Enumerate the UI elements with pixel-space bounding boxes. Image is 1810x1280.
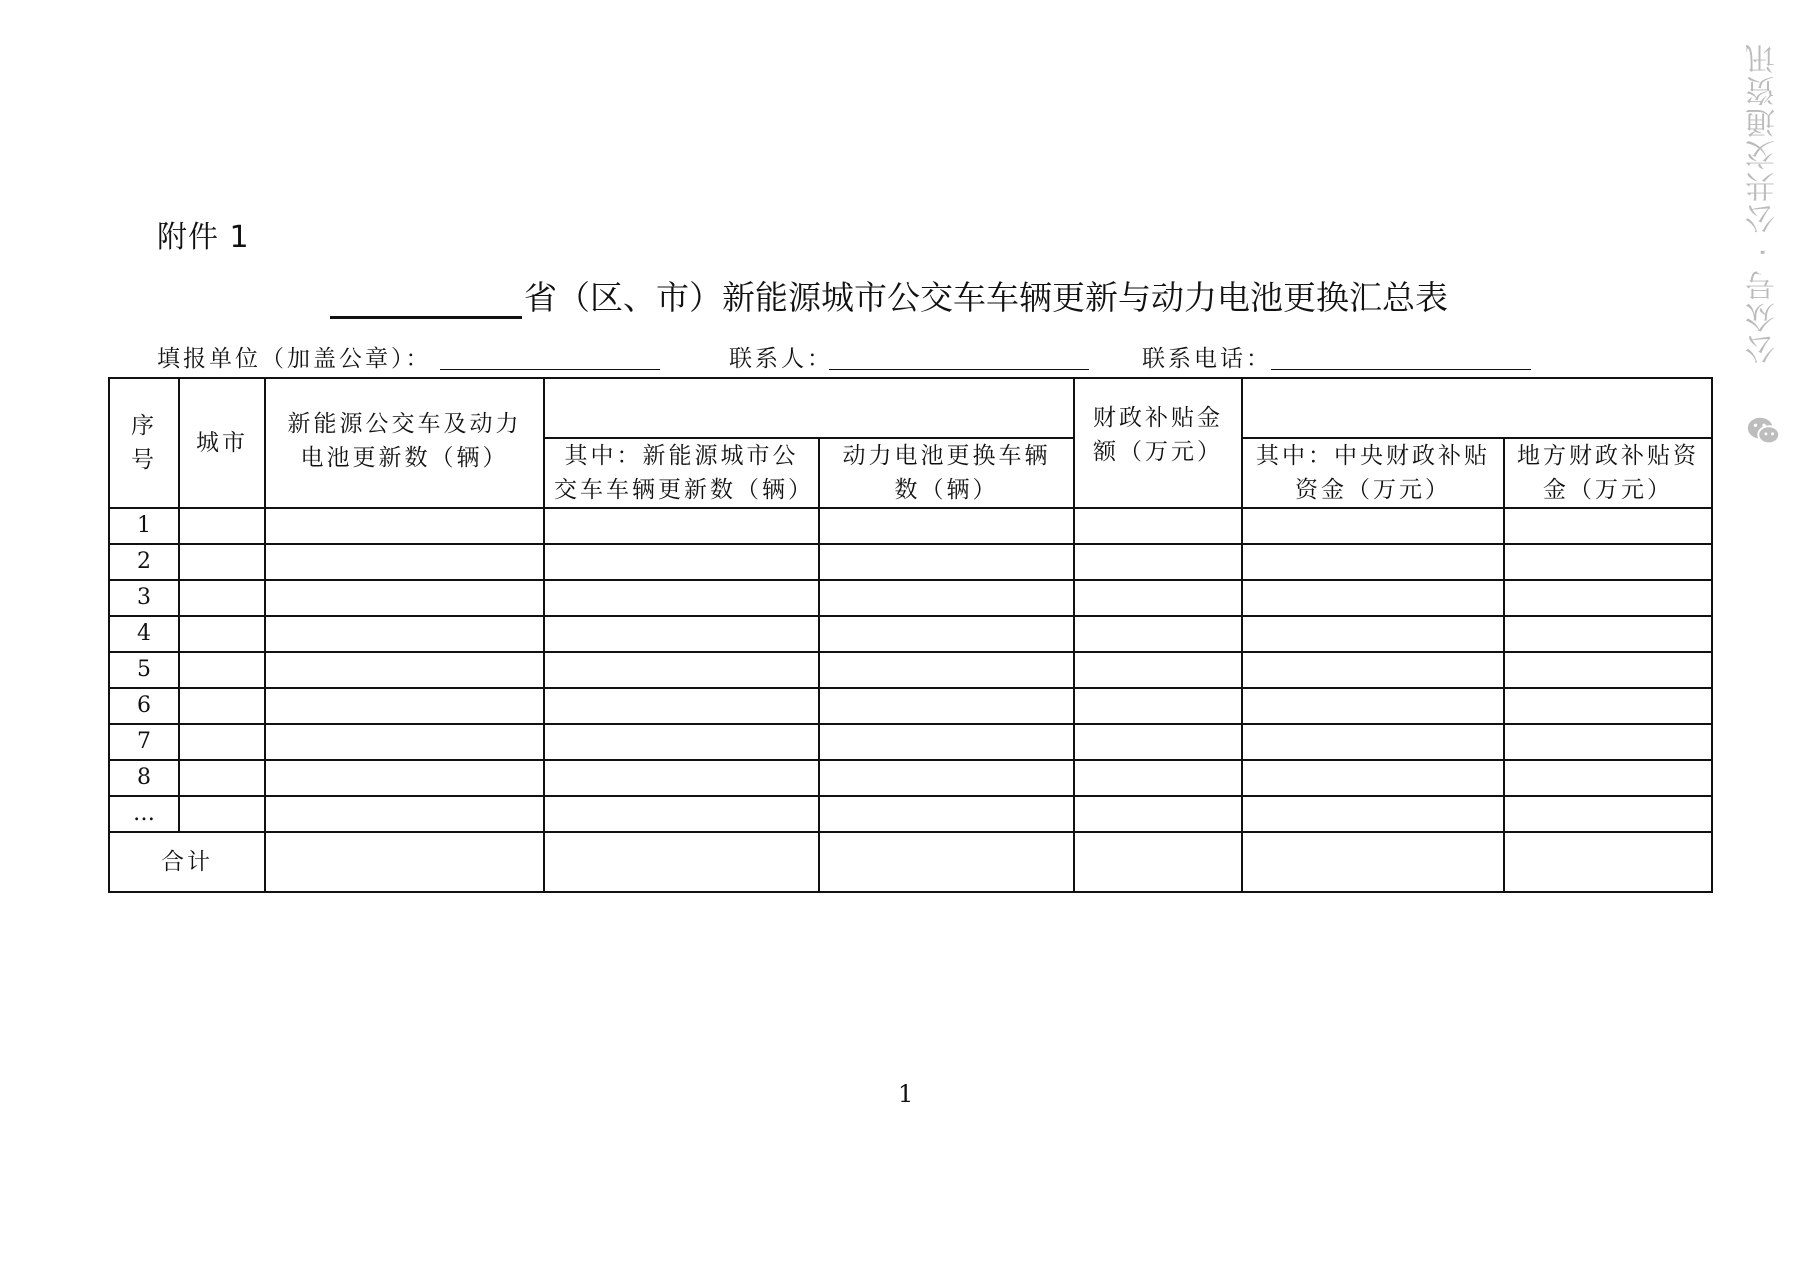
table-row [109,724,1712,760]
table-row [109,544,1712,580]
header-sub-central: 其中：中央财政补贴资金（万元） [1242,438,1504,508]
province-blank-line [330,282,522,319]
table-row [109,508,1712,544]
total-label: 合计 [109,832,265,892]
header-blank-1 [544,378,1074,438]
phone-label: 联系电话： [1142,346,1272,372]
header-sub-battery: 动力电池更换车辆数（辆） [819,438,1074,508]
attachment-label: 附件 1 [157,220,250,255]
total-row [109,832,1712,892]
row-number: 8 [109,760,179,796]
table-row [109,760,1712,796]
title-text: 省（区、市）新能源城市公交车车辆更新与动力电池更换汇总表 [524,278,1448,317]
table-row [109,652,1712,688]
header-blank-2 [1242,378,1712,438]
row-number: 4 [109,616,179,652]
phone-blank-line [1271,369,1531,370]
row-number: 7 [109,724,179,760]
fill-in-fields [157,340,1537,374]
header-city: 城市 [179,378,265,508]
header-subsidy: 财政补贴金额（万元） [1074,378,1242,508]
row-number: 5 [109,652,179,688]
header-sub-local: 地方财政补贴资金（万元） [1504,438,1712,508]
wechat-icon [1745,412,1783,450]
header-seq: 序号 [109,378,179,508]
contact-label: 联系人： [729,346,833,372]
header-sub-vehicle: 其中：新能源城市公交车车辆更新数（辆） [544,438,819,508]
table-row [109,616,1712,652]
document-title [330,272,1448,319]
table-row [109,796,1712,832]
watermark-text: 公众号 · 公共交通资讯 [1746,42,1781,365]
contact-blank-line [829,369,1089,370]
row-number: 3 [109,580,179,616]
row-number: 2 [109,544,179,580]
row-number: 6 [109,688,179,724]
row-number: 1 [109,508,179,544]
unit-label: 填报单位（加盖公章）： [157,346,432,372]
table-row [109,688,1712,724]
row-number: … [109,796,179,832]
page-number: 1 [898,1080,914,1108]
summary-table [108,377,1713,893]
unit-blank-line [440,369,660,370]
header-total-update: 新能源公交车及动力电池更新数（辆） [265,378,544,508]
table-row [109,580,1712,616]
